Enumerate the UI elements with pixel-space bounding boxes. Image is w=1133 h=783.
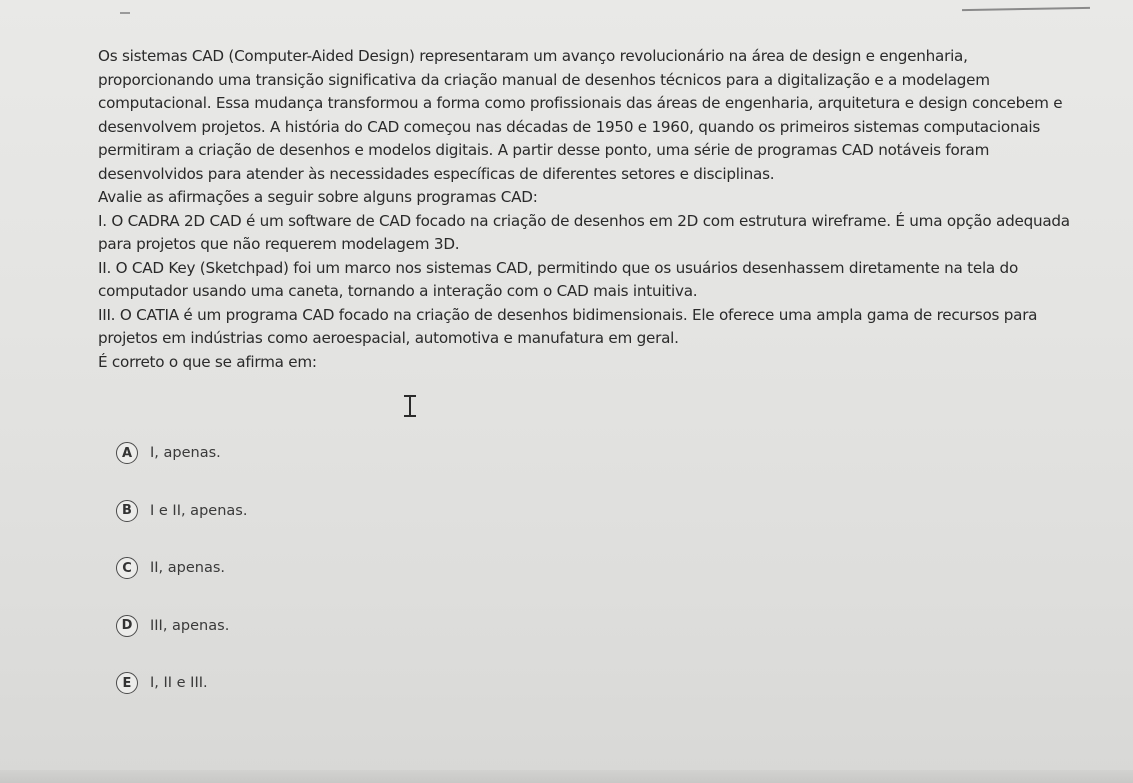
text-cursor-icon — [403, 395, 417, 417]
intro-line: permitiram a criação de desenhos e modelos digitais. A partir desse ponto, uma série de programas CAD notáveis foram — [98, 141, 990, 159]
option-letter-e[interactable]: E — [116, 672, 138, 694]
statement-line: para projetos que não requerem modelagem 3D. — [98, 235, 460, 253]
intro-line: desenvolvidos para atender às necessidades específicas de diferentes setores e disciplinas. — [98, 164, 775, 183]
option-a[interactable] — [116, 441, 247, 465]
answer-options — [116, 441, 247, 729]
option-letter-a[interactable]: A — [116, 442, 138, 464]
statement-line: II. O CAD Key (Sketchpad) foi um marco nos sistemas CAD, permitindo que os usuários desenhassem diretamente na tela do — [98, 258, 1018, 277]
intro-line: computacional. Essa mudança transformou a forma como profissionais das áreas de engenharia, arquitetura e design concebem e — [98, 94, 1063, 112]
statement-line: computador usando uma caneta, tornando a interação com o CAD mais intuitiva. — [98, 282, 698, 300]
option-b[interactable] — [116, 499, 247, 523]
statement-line: I. O CADRA 2D CAD é um software de CAD focado na criação de desenhos em 2D com estrutura wireframe. É uma opção adequada — [98, 211, 1070, 230]
bottom-band — [0, 770, 1133, 783]
option-text-e[interactable]: I, II e III. — [150, 675, 208, 691]
option-c[interactable] — [116, 556, 247, 580]
option-text-c[interactable]: II, apenas. — [150, 560, 226, 576]
option-letter-c[interactable]: C — [116, 557, 138, 579]
intro-line: desenvolvem projetos. A história do CAD começou nas décadas de 1950 e 1960, quando os primeiros sistemas computacionais — [98, 117, 1041, 136]
statement-line: III. O CATIA é um programa CAD focado na criação de desenhos bidimensionais. Ele oferece uma ampla gama de recursos para — [98, 305, 1038, 324]
corner-line — [962, 7, 1090, 11]
option-letter-b[interactable]: B — [116, 500, 138, 522]
option-text-b[interactable]: I e II, apenas. — [150, 502, 248, 519]
intro-line: Os sistemas CAD (Computer-Aided Design) representaram um avanço revolucionário na área de design e engenharia, — [98, 47, 968, 65]
intro-line: proporcionando uma transição significativa da criação manual de desenhos técnicos para a digitalização e a modelagem — [98, 70, 990, 89]
top-strip — [0, 0, 1133, 44]
option-letter-d[interactable]: D — [116, 615, 138, 637]
option-e[interactable] — [116, 671, 247, 695]
question-body — [98, 45, 1108, 374]
option-d[interactable] — [116, 614, 247, 638]
question-closing: É correto o que se afirma em: — [98, 352, 317, 371]
option-text-d[interactable]: III, apenas. — [150, 617, 230, 634]
question-prompt: Avalie as afirmações a seguir sobre alguns programas CAD: — [98, 188, 538, 206]
statement-line: projetos em indústrias como aeroespacial, automotiva e manufatura em geral. — [98, 329, 679, 347]
option-text-a[interactable]: I, apenas. — [150, 445, 221, 461]
tick-mark — [120, 12, 130, 14]
